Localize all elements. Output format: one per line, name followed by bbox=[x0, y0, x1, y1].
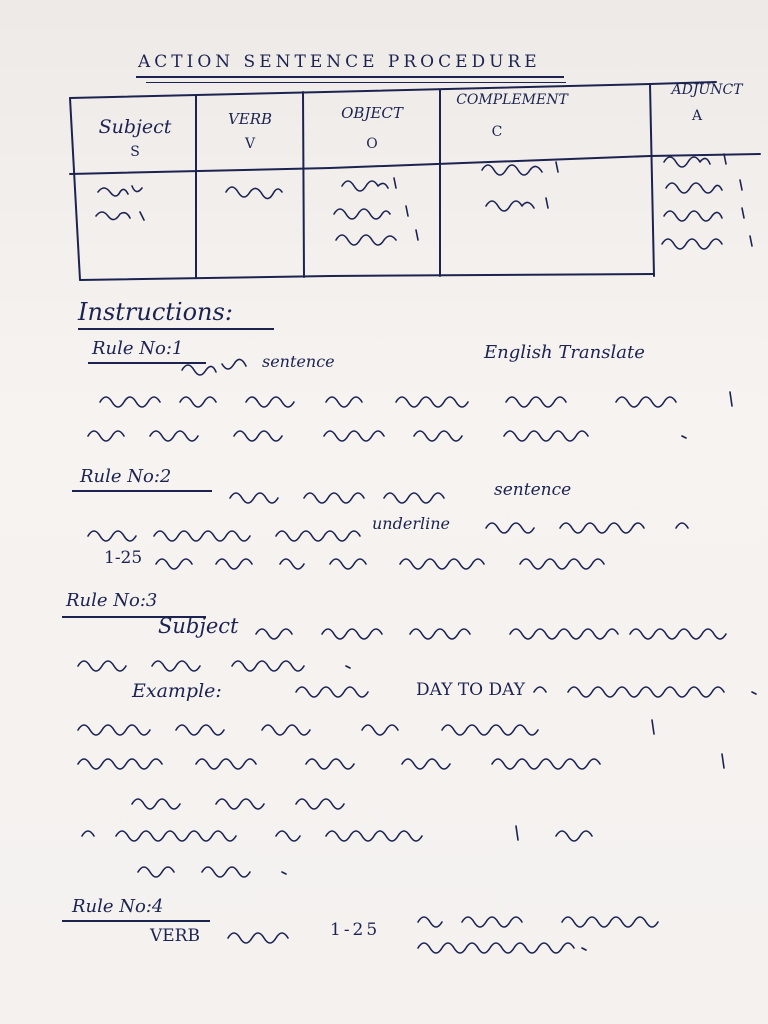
header-adjunct-abbr: A bbox=[691, 108, 703, 124]
rule-2-label: Rule No:2 bbox=[80, 466, 172, 487]
rule-3-example-label: Example: bbox=[132, 680, 222, 702]
rule-3-handwriting-line-5 bbox=[72, 746, 752, 778]
rule-3-handwriting-line-6 bbox=[126, 786, 366, 818]
header-verb-abbr: V bbox=[244, 136, 256, 152]
header-subject-abbr: S bbox=[130, 144, 140, 160]
header-verb: VERB bbox=[227, 110, 273, 128]
header-object-abbr: O bbox=[366, 136, 378, 152]
header-adjunct: ADJUNCT bbox=[671, 82, 743, 98]
rule-3-label: Rule No:3 bbox=[66, 590, 158, 611]
adjunct-questions-handwriting bbox=[656, 146, 768, 262]
rule-1-handwriting-line-1a bbox=[176, 356, 266, 384]
page-title: ACTION SENTENCE PROCEDURE bbox=[138, 52, 541, 72]
rule-4-handwriting-a bbox=[222, 922, 332, 952]
subject-questions-handwriting bbox=[88, 178, 188, 238]
rule-3-subject-word: Subject bbox=[158, 614, 239, 638]
rule-3-handwriting-line-8 bbox=[132, 856, 312, 886]
rule-4-handwriting-b bbox=[412, 904, 712, 964]
rule-3-handwriting-line-1 bbox=[250, 614, 750, 650]
complement-questions-handwriting bbox=[476, 156, 596, 220]
header-object: OBJECT bbox=[341, 104, 403, 122]
rule-1-english-translate: English Translate bbox=[484, 342, 645, 363]
rule-1-sentence-word: sentence bbox=[262, 352, 335, 371]
header-complement-abbr: C bbox=[491, 124, 503, 140]
rule-2-handwriting-line-1 bbox=[224, 482, 494, 512]
rule-2-handwriting-line-2b bbox=[480, 510, 710, 542]
rule-4-range: 1-25 bbox=[330, 920, 381, 940]
instructions-underline bbox=[78, 328, 274, 330]
rule-2-handwriting-line-3 bbox=[150, 546, 690, 578]
rule-3-handwriting-line-4 bbox=[72, 712, 712, 744]
instructions-heading: Instructions: bbox=[78, 298, 233, 326]
verb-question-handwriting bbox=[220, 176, 296, 206]
object-questions-handwriting bbox=[328, 168, 440, 252]
rule-4-verb-word: VERB bbox=[150, 926, 200, 946]
rule-4-underline bbox=[62, 920, 210, 922]
rule-3-day-to-day: DAY TO DAY bbox=[416, 680, 525, 700]
rule-2-underline-word: underline bbox=[372, 514, 450, 533]
rule-2-underline bbox=[72, 490, 212, 492]
rule-1-label: Rule No:1 bbox=[92, 338, 184, 359]
rule-3-handwriting-line-7 bbox=[76, 818, 716, 852]
rule-2-range: 1-25 bbox=[104, 548, 143, 568]
rule-3-handwriting-example-b bbox=[528, 676, 764, 706]
rule-2-sentence-word: sentence bbox=[494, 480, 572, 500]
rule-1-handwriting-line-2 bbox=[96, 384, 756, 418]
rule-3-handwriting-example-a bbox=[290, 676, 410, 706]
header-subject: Subject bbox=[98, 116, 172, 138]
rule-4-label: Rule No:4 bbox=[72, 896, 164, 917]
header-complement: COMPLEMENT bbox=[456, 92, 568, 108]
rule-1-handwriting-line-3 bbox=[84, 418, 704, 452]
